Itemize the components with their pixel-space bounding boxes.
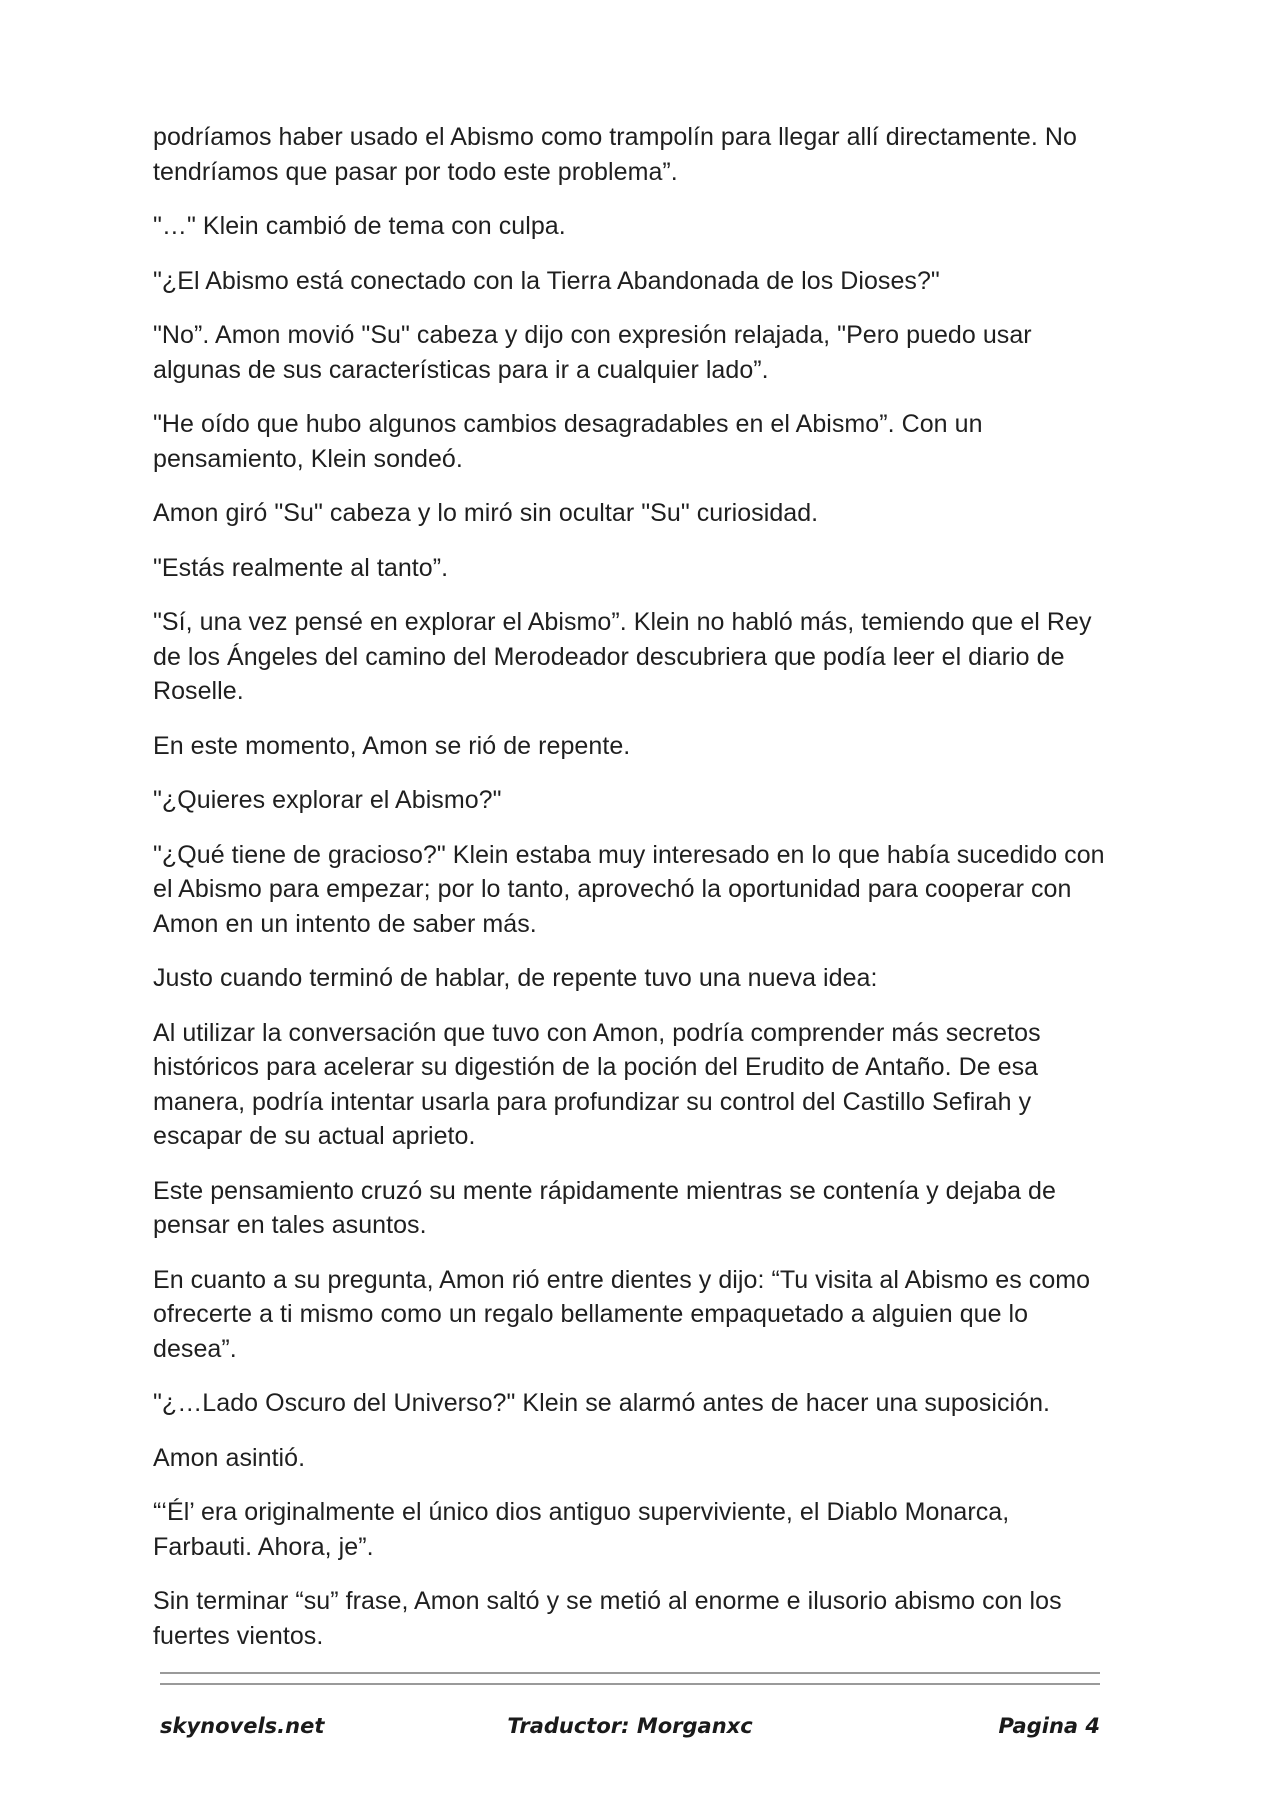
paragraph-1: podríamos haber usado el Abismo como trampolín para llegar allí directamente. No tendríamos que pasar por todo este problema”. — [153, 123, 1077, 186]
paragraph-8: "Sí, una vez pensé en explorar el Abismo”. Klein no habló más, temiendo que el Rey de los Ángeles del camino del Merodeador descubriera que podía leer el diario de Roselle. — [153, 608, 1092, 705]
paragraph-10: "¿Quieres explorar el Abismo?" — [153, 786, 502, 814]
paragraph-2: "…" Klein cambió de tema con culpa. — [153, 212, 566, 240]
paragraph-11: "¿Qué tiene de gracioso?" Klein estaba muy interesado en lo que había sucedido con el Abismo para empezar; por lo tanto, aprovechó la oportunidad para cooperar con Amon en un intento de saber más. — [153, 840, 1105, 938]
paragraph-12: Justo cuando terminó de hablar, de repente tuvo una nueva idea: — [153, 964, 878, 992]
footer-site: skynovels.net — [160, 1714, 325, 1738]
paragraph-19: Sin terminar “su” frase, Amon saltó y se metió al enorme e ilusorio abismo con los fuertes vientos. — [153, 1587, 1062, 1650]
paragraph-16: "¿…Lado Oscuro del Universo?" Klein se alarmó antes de hacer una suposición. — [153, 1389, 1051, 1417]
footer-translator: Traductor: Morganxc — [507, 1714, 753, 1738]
paragraph-7: "Estás realmente al tanto”. — [153, 553, 449, 582]
footer-divider-bottom — [160, 1683, 1100, 1685]
paragraph-9: En este momento, Amon se rió de repente. — [153, 731, 631, 760]
footer-page-number: Pagina 4 — [998, 1714, 1100, 1738]
paragraph-6: Amon giró "Su" cabeza y lo miró sin ocultar "Su" curiosidad. — [153, 499, 819, 527]
paragraph-13: Al utilizar la conversación que tuvo con Amon, podría comprender más secretos históricos para acelerar su digestión de la poción del Erudito de Antaño. De esa manera, podría intentar usarla para profundizar su control del Castillo Sefirah y escapar de su actual aprieto. — [153, 1018, 1041, 1150]
paragraph-4: "No”. Amon movió "Su" cabeza y dijo con expresión relajada, "Pero puedo usar algunas de sus características para ir a cualquier lado”. — [153, 321, 1032, 384]
footer-divider-top — [160, 1672, 1100, 1674]
paragraph-3: "¿El Abismo está conectado con la Tierra Abandonada de los Dioses?" — [153, 266, 940, 295]
paragraph-14: Este pensamiento cruzó su mente rápidamente mientras se contenía y dejaba de pensar en tales asuntos. — [153, 1176, 1056, 1239]
page-footer — [160, 1714, 1100, 1748]
paragraph-17: Amon asintió. — [153, 1443, 306, 1472]
paragraph-5: "He oído que hubo algunos cambios desagradables en el Abismo”. Con un pensamiento, Klein sondeó. — [153, 410, 983, 473]
paragraph-15: En cuanto a su pregunta, Amon rió entre dientes y dijo: “Tu visita al Abismo es como ofrecerte a ti mismo como un regalo bellamente empaquetado a alguien que lo desea”. — [153, 1265, 1091, 1363]
paragraph-18: “‘Él’ era originalmente el único dios antiguo superviviente, el Diablo Monarca, Farbauti. Ahora, je”. — [153, 1498, 1010, 1561]
body-text — [153, 120, 1113, 1673]
